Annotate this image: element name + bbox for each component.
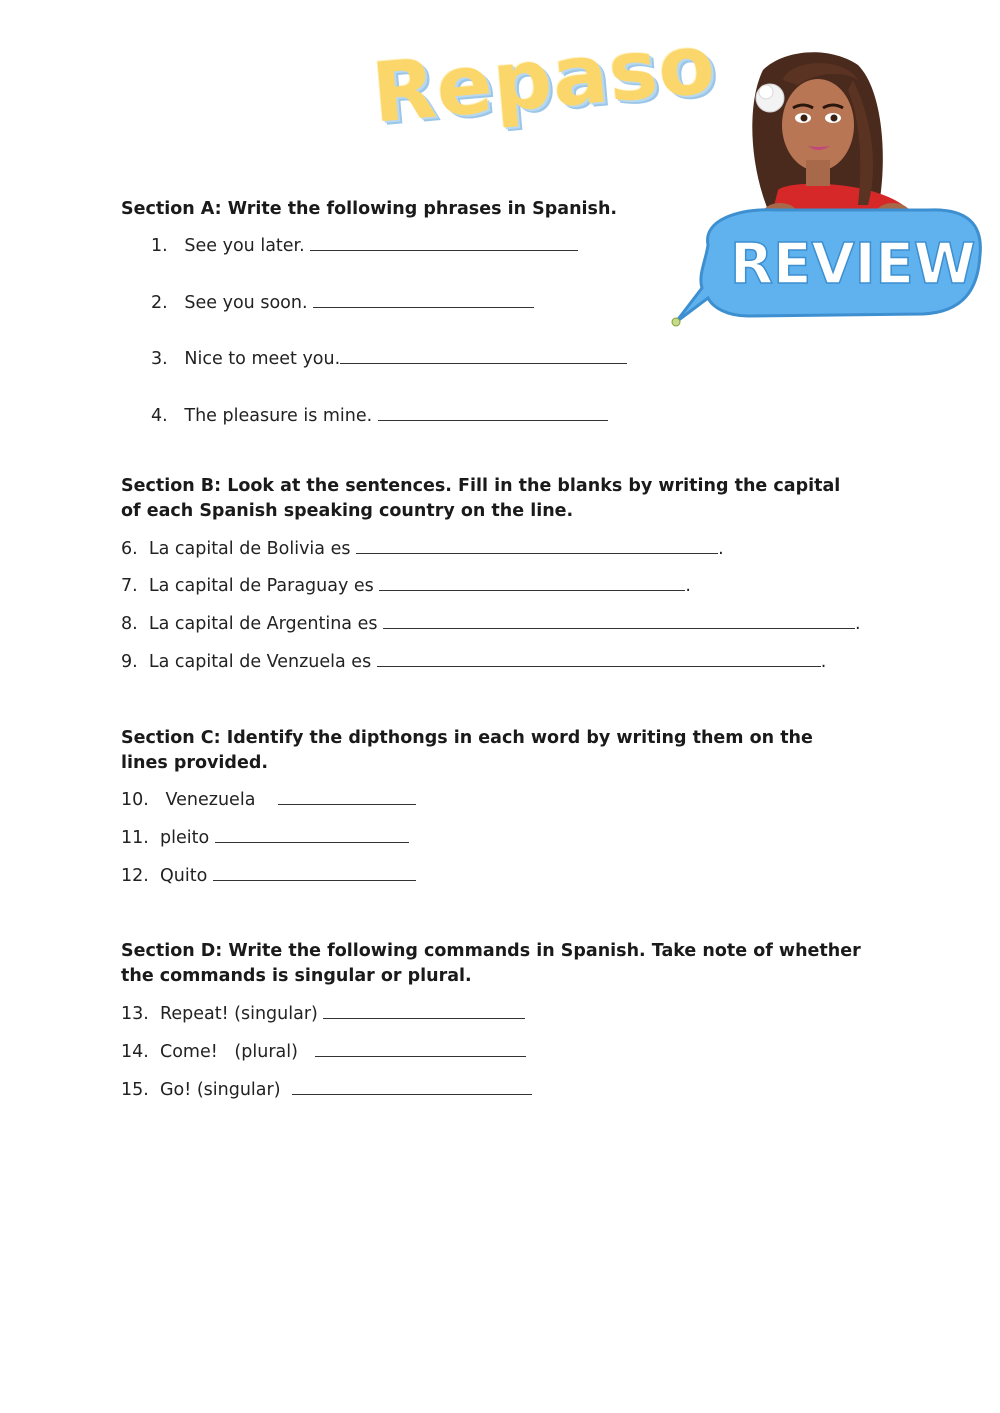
item-number: 7. xyxy=(121,576,138,596)
list-item xyxy=(121,864,416,888)
item-text: La capital de Paraguay es xyxy=(148,576,374,596)
item-text: Come! (plural) xyxy=(159,1042,298,1062)
period: . xyxy=(718,539,724,559)
answer-line[interactable] xyxy=(313,291,534,308)
item-text: Nice to meet you. xyxy=(184,349,341,369)
list-item xyxy=(121,1002,525,1026)
item-number: 13. xyxy=(121,1004,149,1024)
answer-line[interactable] xyxy=(378,404,608,421)
item-number: 8. xyxy=(121,614,138,634)
period: . xyxy=(685,576,691,596)
avatar-review-illustration xyxy=(668,40,988,340)
answer-line[interactable] xyxy=(356,537,718,554)
section-a-heading: Section A: Write the following phrases in Spanish. xyxy=(121,199,618,219)
item-number: 6. xyxy=(121,539,138,559)
item-number: 11. xyxy=(121,828,149,848)
item-text: Quito xyxy=(159,866,208,886)
item-text: pleito xyxy=(159,828,210,848)
period: . xyxy=(820,652,827,672)
item-text: The pleasure is mine. xyxy=(184,406,373,426)
answer-line[interactable] xyxy=(292,1078,532,1095)
worksheet-title: Repaso xyxy=(368,16,720,142)
review-badge-text: REVIEW xyxy=(730,232,976,297)
item-number: 12. xyxy=(121,866,149,886)
answer-line[interactable] xyxy=(379,574,685,591)
list-item xyxy=(151,234,578,258)
answer-line[interactable] xyxy=(383,612,855,629)
list-item xyxy=(121,650,826,674)
item-number: 10. xyxy=(121,790,149,810)
item-text: Go! (singular) xyxy=(159,1080,281,1100)
answer-line[interactable] xyxy=(315,1040,526,1057)
item-number: 14. xyxy=(121,1042,149,1062)
section-b-heading: Section B: Look at the sentences. Fill in the blanks by writing the capital of each Spanish speaking country on the line. xyxy=(121,476,841,521)
item-text: See you soon. xyxy=(184,293,308,313)
item-number: 2. xyxy=(151,293,168,313)
list-item xyxy=(121,612,861,636)
item-number: 4. xyxy=(151,406,168,426)
item-text: La capital de Bolivia es xyxy=(148,539,351,559)
list-item xyxy=(121,788,416,812)
list-item xyxy=(151,404,608,428)
list-item xyxy=(121,574,691,598)
list-item xyxy=(121,826,409,850)
list-item xyxy=(121,1078,532,1102)
item-number: 1. xyxy=(151,236,168,256)
list-item xyxy=(151,347,627,371)
item-number: 3. xyxy=(151,349,168,369)
item-text: La capital de Venzuela es xyxy=(148,652,372,672)
answer-line[interactable] xyxy=(310,234,578,251)
answer-line[interactable] xyxy=(278,788,416,805)
item-text: Venezuela xyxy=(165,790,256,810)
section-c-heading: Section C: Identify the dipthongs in each word by writing them on the lines provided. xyxy=(121,728,813,773)
item-text: Repeat! (singular) xyxy=(159,1004,318,1024)
answer-line[interactable] xyxy=(340,347,627,364)
item-number: 9. xyxy=(121,652,138,672)
answer-line[interactable] xyxy=(213,864,416,881)
item-number: 15. xyxy=(121,1080,149,1100)
section-d-heading: Section D: Write the following commands in Spanish. Take note of whether the commands is singular or plural. xyxy=(121,941,861,986)
list-item xyxy=(121,1040,526,1064)
item-text: La capital de Argentina es xyxy=(148,614,378,634)
answer-line[interactable] xyxy=(377,650,821,667)
answer-line[interactable] xyxy=(323,1002,525,1019)
list-item xyxy=(121,537,724,561)
answer-line[interactable] xyxy=(215,826,409,843)
item-text: See you later. xyxy=(184,236,305,256)
list-item xyxy=(151,291,534,315)
period: . xyxy=(855,614,861,634)
